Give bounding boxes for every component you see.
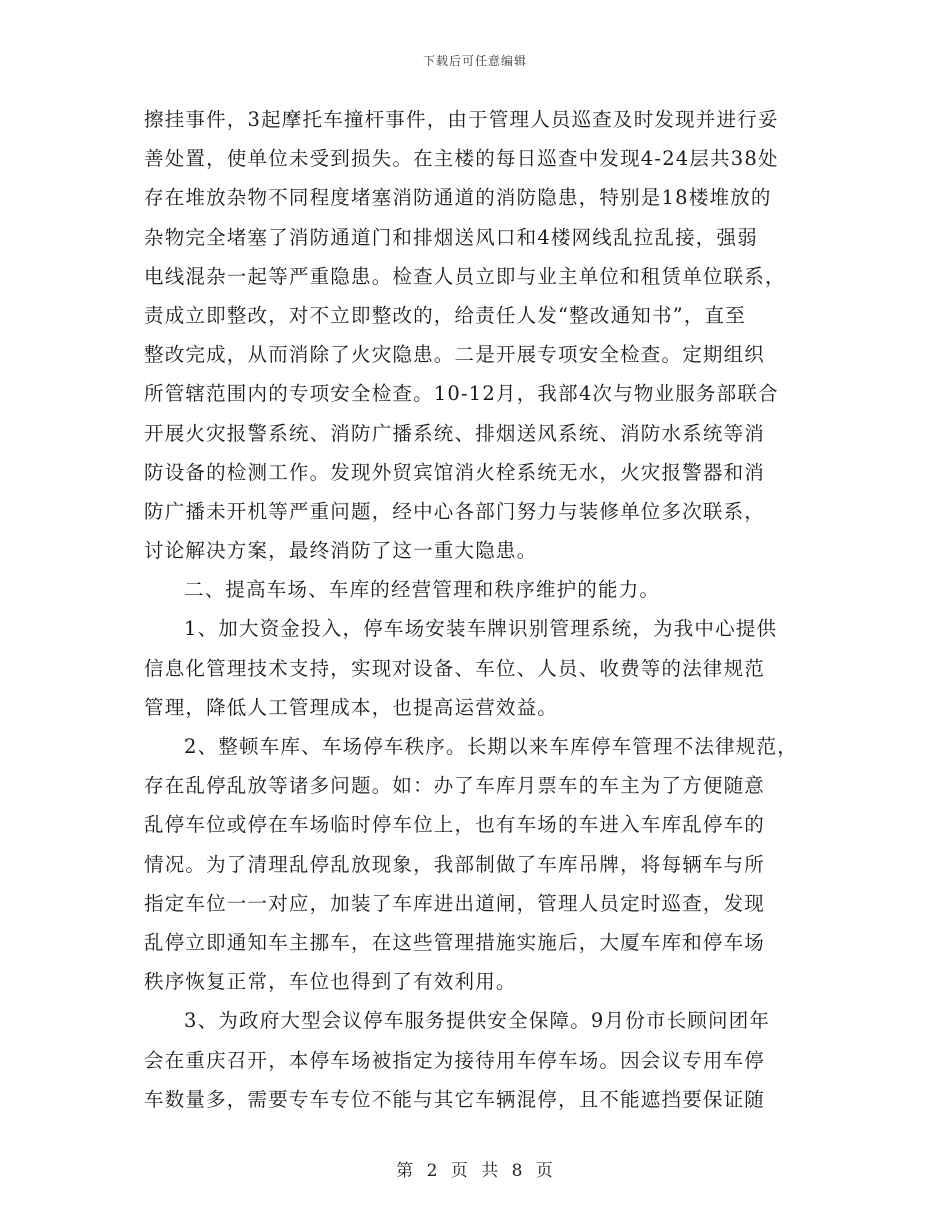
text-line: 1、加大资金投入，停车场安装车牌识别管理系统，为我中心提供 (184, 617, 778, 641)
footer-label-page-end: 页 (535, 1161, 554, 1181)
text-line: 指定车位一一对应，加装了车库进出道闸，管理人员定时巡查，发现 (144, 891, 766, 915)
text-line: 整改完成，从而消除了火灾隐患。二是开展专项安全检查。定期组织 (144, 343, 766, 367)
text-line: 秩序恢复正常，车位也得到了有效利用。 (144, 970, 517, 994)
text-line: 车数量多，需要专车专位不能与其它车辆混停，且不能遮挡要保证随 (144, 1087, 766, 1111)
footer-current-page: 2 (426, 1161, 439, 1181)
text-line: 防设备的检测工作。发现外贸宾馆消火栓系统无水，火灾报警器和消 (144, 460, 766, 484)
text-line: 擦挂事件，3起摩托车撞杆事件，由于管理人员巡查及时发现并进行妥 (144, 108, 779, 131)
text-line: 开展火灾报警系统、消防广播系统、排烟送风系统、消防水系统等消 (144, 421, 766, 445)
text-line: 乱停车位或停在车场临时停车位上，也有车场的车进入车库乱停车的 (144, 813, 766, 837)
text-line: 乱停立即通知车主挪车，在这些管理措施实施后，大厦车库和停车场 (144, 930, 766, 954)
text-line: 3、为政府大型会议停车服务提供安全保障。9月份市长顾问团年 (184, 1009, 771, 1033)
text-line: 电线混杂一起等严重隐患。检查人员立即与业主单位和租赁单位联系， (144, 264, 786, 288)
text-line: 存在堆放杂物不同程度堵塞消防通道的消防隐患，特别是18楼堆放的 (144, 186, 772, 210)
text-line: 责成立即整改，对不立即整改的，给责任人发“整改通知书”，直至 (144, 303, 746, 327)
footer-label-page: 页 (450, 1161, 469, 1181)
text-line: 讨论解决方案，最终消防了这一重大隐患。 (144, 539, 538, 563)
text-line: 信息化管理技术支持，实现对设备、车位、人员、收费等的法律规范 (144, 656, 766, 680)
text-line: 善处置，使单位未受到损失。在主楼的每日巡查中发现4-24层共38处 (144, 147, 779, 171)
text-line: 管理，降低人工管理成本，也提高运营效益。 (144, 695, 559, 719)
page-footer (0, 1156, 950, 1181)
text-line: 二、提高车场、车库的经营管理和秩序维护的能力。 (184, 578, 661, 602)
text-line: 情况。为了清理乱停乱放现象，我部制做了车库吊牌，将每辆车与所 (144, 852, 766, 876)
footer-label-prefix: 第 (396, 1161, 415, 1181)
document-body (144, 100, 824, 1119)
text-line: 存在乱停乱放等诸多问题。如：办了车库月票车的车主为了方便随意 (144, 774, 766, 798)
text-line: 所管辖范围内的专项安全检查。10-12月，我部4次与物业服务部联合 (144, 382, 779, 406)
text-line: 2、整顿车库、车场停车秩序。长期以来车库停车管理不法律规范， (184, 735, 798, 758)
page-header: 下载后可任意编辑 (422, 54, 527, 68)
footer-total-pages: 8 (511, 1161, 524, 1181)
text-line: 杂物完全堵塞了消防通道门和排烟送风口和4楼网线乱拉乱接，强弱 (144, 225, 758, 249)
text-line: 防广播未开机等严重问题，经中心各部门努力与装修单位多次联系， (144, 499, 766, 523)
footer-label-total: 共 (481, 1161, 500, 1181)
text-line: 会在重庆召开，本停车场被指定为接待用车停车场。因会议专用车停 (144, 1048, 766, 1072)
